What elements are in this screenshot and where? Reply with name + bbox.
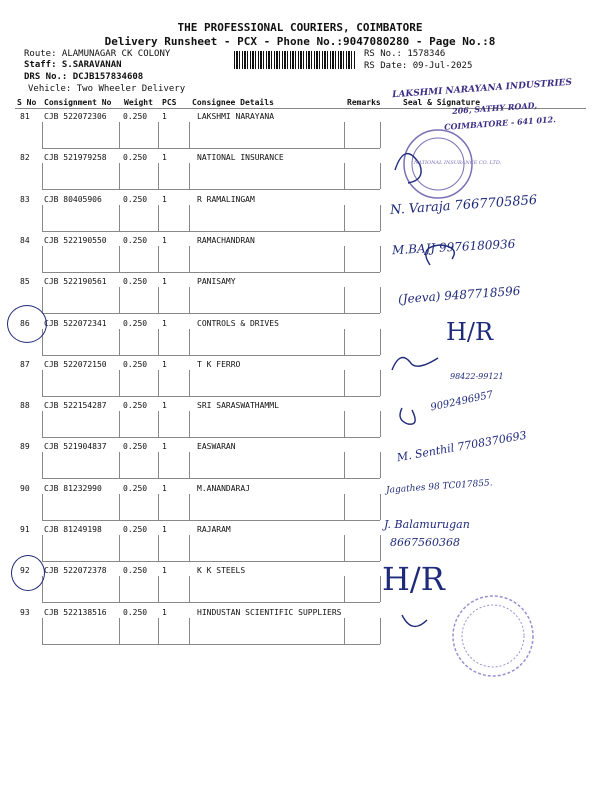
- cell-consignee: PANISAMY: [197, 277, 236, 287]
- rs-date: RS Date: 09-Jul-2025: [364, 61, 473, 71]
- cell-consignment: CJB 522072150: [44, 359, 107, 369]
- cell-sno: 88: [20, 401, 30, 411]
- cell-consignee: LAKSHMI NARAYANA: [197, 112, 275, 121]
- cell-consignee: NATIONAL INSURANCE: [197, 153, 284, 163]
- cell-consignment: CJB 80405906: [44, 194, 102, 204]
- cell-sno: 91: [20, 525, 30, 534]
- circle-mark-86: [7, 305, 47, 343]
- cell-pcs: 1: [162, 318, 167, 328]
- cell-pcs: 1: [162, 112, 167, 121]
- cell-weight: 0.250: [123, 566, 148, 576]
- col-sno: S No: [17, 98, 37, 107]
- cell-sno: 90: [20, 483, 30, 493]
- drs-number: DRS No.: DCJB157834608: [24, 72, 144, 82]
- stamp-text-82: NATIONAL INSURANCE CO. LTD.: [414, 160, 502, 166]
- handwriting-89: M. Senthil 7708370693: [395, 428, 528, 465]
- handwriting-83: N. Varaja 7667705856: [389, 192, 538, 219]
- cell-sno: 93: [20, 607, 30, 617]
- signature-scribble-87: [392, 358, 438, 371]
- company-stamp-inner: [462, 605, 524, 667]
- handwriting-90: Jagathes 98 TC017855.: [385, 478, 493, 496]
- col-remarks: Remarks: [347, 98, 381, 107]
- circle-mark-92: [11, 555, 45, 591]
- cell-consignment: CJB 521979258: [44, 153, 107, 163]
- cell-pcs: 1: [162, 359, 167, 369]
- cell-pcs: 1: [162, 235, 167, 245]
- cell-sno: 83: [20, 194, 30, 204]
- cell-consignment: CJB 81232990: [44, 483, 102, 493]
- signature-scribble-93: [402, 615, 427, 626]
- cell-sno: 92: [20, 566, 30, 576]
- cell-consignment: CJB 522190561: [44, 277, 107, 287]
- col-consignment: Consignment No: [44, 98, 112, 107]
- cell-sno: 82: [20, 153, 30, 163]
- cell-consignment: CJB 521904837: [44, 442, 107, 452]
- cell-pcs: 1: [162, 401, 167, 411]
- runsheet-subtitle: Delivery Runsheet - PCX - Phone No.:9047080280 - Page No.:8: [104, 35, 496, 48]
- cell-consignment: CJB 522154287: [44, 401, 107, 411]
- cell-weight: 0.250: [123, 318, 148, 328]
- company-stamp-outer: [453, 596, 533, 676]
- cell-consignee: RAJARAM: [197, 525, 231, 534]
- col-consignee: Consignee Details: [192, 98, 274, 107]
- cell-pcs: 1: [162, 566, 167, 576]
- cell-consignee: HINDUSTAN SCIENTIFIC SUPPLIERS: [197, 607, 342, 617]
- staff-text: Staff: S.SARAVANAN: [24, 60, 122, 70]
- cell-consignment: CJB 81249198: [44, 525, 102, 534]
- cell-pcs: 1: [162, 194, 167, 204]
- col-weight: Weight: [124, 98, 153, 107]
- cell-sno: 89: [20, 442, 30, 452]
- cell-consignment: CJB 522138516: [44, 607, 107, 617]
- stamp-text-81-line3: COIMBATORE - 641 012.: [443, 114, 557, 132]
- cell-consignee: T K FERRO: [197, 359, 241, 369]
- cell-consignee: CONTROLS & DRIVES: [197, 318, 279, 328]
- cell-sno: 87: [20, 359, 30, 369]
- cell-consignee: RAMACHANDRAN: [197, 235, 255, 245]
- handwriting-91-phone: 8667560368: [390, 536, 460, 549]
- cell-consignee: EASWARAN: [197, 442, 236, 452]
- cell-weight: 0.250: [123, 235, 148, 245]
- cell-sno: 81: [20, 112, 30, 121]
- cell-consignee: SRI SARASWATHAMML: [197, 401, 279, 411]
- cell-consignment: CJB 522072306: [44, 112, 107, 121]
- cell-weight: 0.250: [123, 483, 148, 493]
- handwriting-87: 98422-99121: [450, 372, 504, 381]
- signature-scribble-88: [400, 408, 415, 424]
- cell-weight: 0.250: [123, 525, 148, 534]
- handwriting-92: H/R: [382, 560, 445, 598]
- cell-sno: 84: [20, 235, 30, 245]
- cell-pcs: 1: [162, 442, 167, 452]
- col-pcs: PCS: [162, 98, 177, 107]
- cell-consignee: K K STEELS: [197, 566, 246, 576]
- handwriting-91-name: J. Balamurugan: [384, 518, 470, 531]
- cell-sno: 85: [20, 277, 30, 287]
- cell-pcs: 1: [162, 277, 167, 287]
- cell-weight: 0.250: [123, 194, 148, 204]
- cell-consignment: CJB 522190550: [44, 235, 107, 245]
- cell-consignee: R RAMALINGAM: [197, 194, 255, 204]
- cell-sno: 86: [20, 318, 30, 328]
- cell-weight: 0.250: [123, 607, 148, 617]
- handwriting-88: 9092496957: [429, 389, 495, 414]
- cell-consignment: CJB 522072378: [44, 566, 107, 576]
- cell-weight: 0.250: [123, 442, 148, 452]
- handwriting-86: H/R: [446, 318, 494, 346]
- cell-pcs: 1: [162, 483, 167, 493]
- cell-weight: 0.250: [123, 401, 148, 411]
- cell-weight: 0.250: [123, 153, 148, 163]
- stamp-text-81-line2: 206, SATHY ROAD,: [451, 100, 538, 116]
- rs-number: RS No.: 1578346: [364, 49, 446, 59]
- col-seal-signature: Seal & Signature: [403, 98, 481, 107]
- cell-pcs: 1: [162, 153, 167, 163]
- cell-weight: 0.250: [123, 277, 148, 287]
- cell-consignee: M.ANANDARAJ: [197, 483, 250, 493]
- cell-weight: 0.250: [123, 112, 148, 121]
- route-text: Route: ALAMUNAGAR CK COLONY: [24, 49, 171, 59]
- vehicle-text: Vehicle: Two Wheeler Delivery: [28, 84, 186, 94]
- handwriting-84: M.BAJJ 9976180936: [391, 236, 516, 258]
- cell-weight: 0.250: [123, 359, 148, 369]
- stamp-text-81-line1: LAKSHMI NARAYANA INDUSTRIES: [391, 77, 573, 101]
- cell-pcs: 1: [162, 607, 167, 617]
- cell-consignment: CJB 522072341: [44, 318, 107, 328]
- cell-pcs: 1: [162, 525, 167, 534]
- company-title: THE PROFESSIONAL COURIERS, COIMBATORE: [177, 21, 423, 34]
- handwriting-85: (Jeeva) 9487718596: [397, 283, 521, 307]
